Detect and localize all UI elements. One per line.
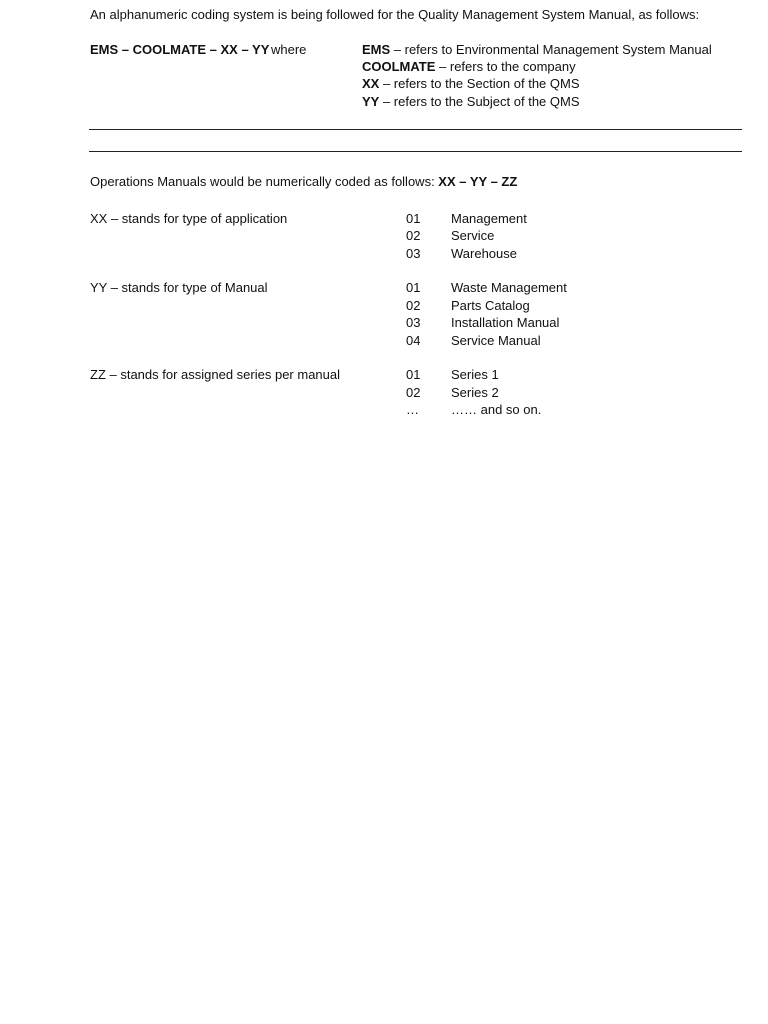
operations-intro-text: Operations Manuals would be numerically coded as follows:	[90, 174, 439, 189]
operations-intro	[90, 173, 517, 190]
item-name: Parts Catalog	[451, 298, 530, 313]
definition-ems	[362, 41, 712, 58]
definition-yy	[362, 93, 580, 110]
item-code: …	[406, 402, 419, 417]
item-name: Service	[451, 228, 495, 243]
operations-intro-code: XX – YY – ZZ	[438, 174, 518, 189]
intro-text: An alphanumeric coding system is being followed for the Quality Management System Manual, as follows:	[90, 7, 700, 22]
divider-line	[89, 151, 742, 152]
ems-code-format: EMS – COOLMATE – XX – YY	[90, 42, 270, 57]
item-name: Installation Manual	[451, 315, 560, 330]
item-code: 01	[406, 211, 421, 226]
item-name: Series 2	[451, 385, 499, 400]
definition-desc: – refers to the Section of the QMS	[379, 76, 580, 91]
definition-desc: – refers to the company	[435, 59, 576, 74]
item-name: Waste Management	[451, 280, 567, 295]
item-code: 03	[406, 315, 421, 330]
item-name: Management	[451, 211, 527, 226]
definition-desc: – refers to Environmental Management System Manual	[390, 42, 712, 57]
definition-term: YY	[362, 94, 380, 109]
item-code: 02	[406, 228, 421, 243]
group-label: ZZ – stands for assigned series per manual	[90, 367, 341, 382]
item-name: Service Manual	[451, 333, 541, 348]
definition-term: COOLMATE	[362, 59, 436, 74]
item-code: 03	[406, 246, 421, 261]
definition-term: XX	[362, 76, 380, 91]
item-name: Warehouse	[451, 246, 517, 261]
item-code: 02	[406, 385, 421, 400]
divider-line	[89, 129, 742, 130]
definition-desc: – refers to the Subject of the QMS	[379, 94, 580, 109]
item-code: 01	[406, 280, 421, 295]
item-code: 04	[406, 333, 421, 348]
group-label: YY – stands for type of Manual	[90, 280, 268, 295]
ems-where-label: where	[271, 42, 307, 57]
item-name: …… and so on.	[451, 402, 542, 417]
item-code: 02	[406, 298, 421, 313]
item-name: Series 1	[451, 367, 499, 382]
definition-xx	[362, 75, 580, 92]
definition-coolmate	[362, 58, 576, 75]
group-label: XX – stands for type of application	[90, 211, 288, 226]
definition-term: EMS	[362, 42, 391, 57]
item-code: 01	[406, 367, 421, 382]
